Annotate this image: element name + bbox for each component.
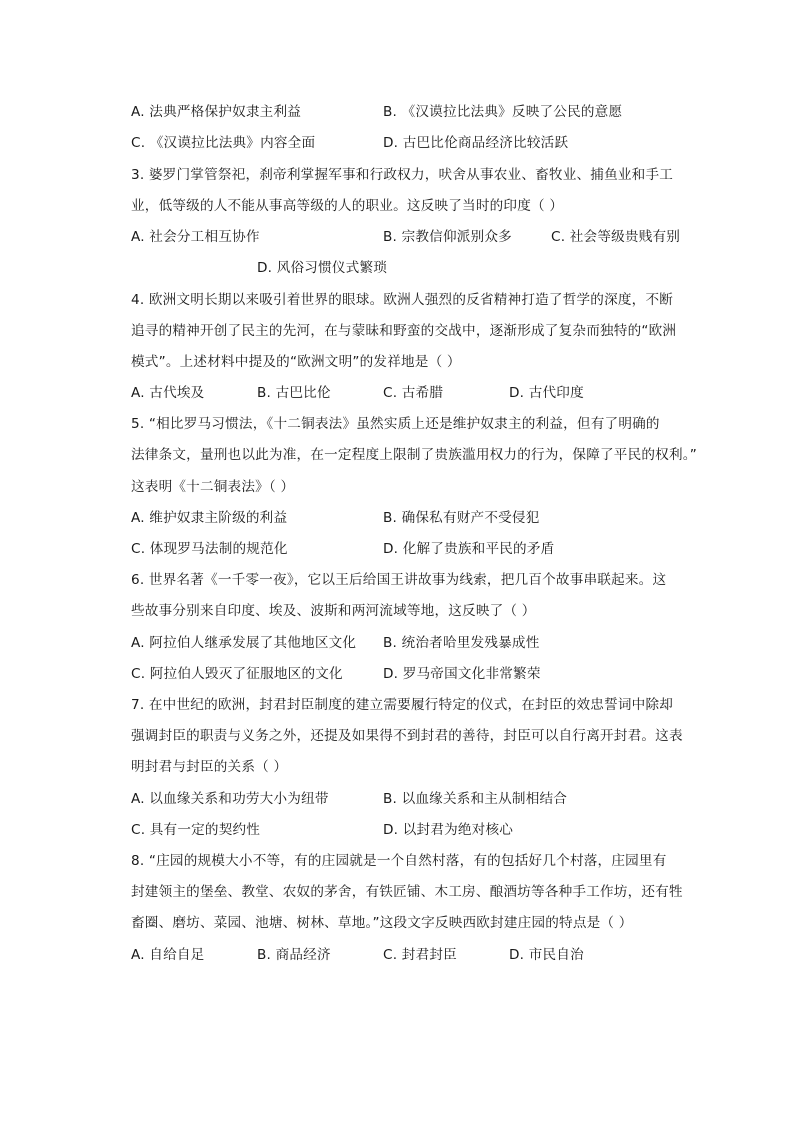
q4-stem-line-3: 模式”。上述材料中提及的“欧洲文明”的发祥地是（ ） <box>131 354 461 370</box>
q6-option-d: D. 罗马帝国文化非常繁荣 <box>383 666 541 682</box>
q6-stem-line-1: 6. 世界名著《一千零一夜》，它以王后给国王讲故事为线索，把几百个故事串联起来。这 <box>131 572 667 588</box>
q7-option-b: B. 以血缘关系和主从制相结合 <box>383 791 568 807</box>
q5-option-a: A. 维护奴隶主阶级的利益 <box>131 510 288 526</box>
q7-stem-line-3: 明封君与封臣的关系（ ） <box>131 759 288 775</box>
q8-option-d: D. 市民自治 <box>509 947 584 963</box>
q5-option-d: D. 化解了贵族和平民的矛盾 <box>383 541 555 557</box>
q8-option-c: C. 封君封臣 <box>383 947 457 963</box>
q2-option-a: A. 法典严格保护奴隶主利益 <box>131 104 302 120</box>
q5-stem-line-2: 法律条文，量刑也以此为准，在一定程度上限制了贵族滥用权力的行为，保障了平民的权利。” <box>131 447 697 463</box>
q6-option-c: C. 阿拉伯人毁灭了征服地区的文化 <box>131 666 343 682</box>
q3-stem-line-1: 3. 婆罗门掌管祭祀，刹帝利掌握军事和行政权力，吠舍从事农业、畜牧业、捕鱼业和手工 <box>131 167 674 183</box>
q3-option-d: D. 风俗习惯仪式繁琐 <box>257 260 388 276</box>
q4-option-c: C. 古希腊 <box>383 385 444 401</box>
q5-option-c: C. 体现罗马法制的规范化 <box>131 541 288 557</box>
q6-option-b: B. 统治者哈里发残暴成性 <box>383 635 540 651</box>
q6-option-a: A. 阿拉伯人继承发展了其他地区文化 <box>131 635 357 651</box>
q8-option-a: A. 自给自足 <box>131 947 205 963</box>
q2-option-c: C. 《汉谟拉比法典》内容全面 <box>131 135 316 151</box>
q7-option-d: D. 以封君为绝对核心 <box>383 822 514 838</box>
q7-stem-line-1: 7. 在中世纪的欧洲，封君封臣制度的建立需要履行特定的仪式，在封臣的效忠誓词中除却 <box>131 697 674 713</box>
q4-stem-line-1: 4. 欧洲文明长期以来吸引着世界的眼球。欧洲人强烈的反省精神打造了哲学的深度，不断 <box>131 292 674 308</box>
q2-option-d: D. 古巴比伦商品经济比较活跃 <box>383 135 569 151</box>
q4-option-b: B. 古巴比伦 <box>257 385 331 401</box>
q3-option-b: B. 宗教信仰派别众多 <box>383 229 512 245</box>
q8-stem-line-2: 封建领主的堡垒、教堂、农奴的茅舍，有铁匠铺、木工房、酿酒坊等各种手工作坊，还有牲 <box>131 884 683 900</box>
q2-option-b: B. 《汉谟拉比法典》反映了公民的意愿 <box>383 104 623 120</box>
q5-stem-line-1: 5. “相比罗马习惯法，《十二铜表法》虽然实质上还是维护奴隶主的利益，但有了明确的 <box>131 416 660 432</box>
q6-stem-line-2: 些故事分别来自印度、埃及、波斯和两河流域等地，这反映了（ ） <box>131 603 536 619</box>
q5-stem-line-3: 这表明《十二铜表法》（ ） <box>131 479 295 495</box>
q3-option-a: A. 社会分工相互协作 <box>131 229 260 245</box>
q7-option-c: C. 具有一定的契约性 <box>131 822 261 838</box>
q7-option-a: A. 以血缘关系和功劳大小为纽带 <box>131 791 329 807</box>
q5-option-b: B. 确保私有财产不受侵犯 <box>383 510 540 526</box>
q4-option-d: D. 古代印度 <box>509 385 584 401</box>
q7-stem-line-2: 强调封臣的职责与义务之外，还提及如果得不到封君的善待，封臣可以自行离开封君。这表 <box>131 728 683 744</box>
q8-stem-line-1: 8. “庄园的规模大小不等，有的庄园就是一个自然村落，有的包括好几个村落，庄园里有 <box>131 853 667 869</box>
q8-stem-line-3: 畜圈、磨坊、菜园、池塘、树林、草地。”这段文字反映西欧封建庄园的特点是（ ） <box>131 915 633 931</box>
q4-option-a: A. 古代埃及 <box>131 385 205 401</box>
q4-stem-line-2: 追寻的精神开创了民主的先河，在与蒙昧和野蛮的交战中，逐渐形成了复杂而独特的“欧洲 <box>131 323 677 339</box>
q8-option-b: B. 商品经济 <box>257 947 331 963</box>
q3-stem-line-2: 业，低等级的人不能从事高等级的人的职业。这反映了当时的印度（ ） <box>131 198 564 214</box>
q3-option-c: C. 社会等级贵贱有别 <box>551 229 681 245</box>
